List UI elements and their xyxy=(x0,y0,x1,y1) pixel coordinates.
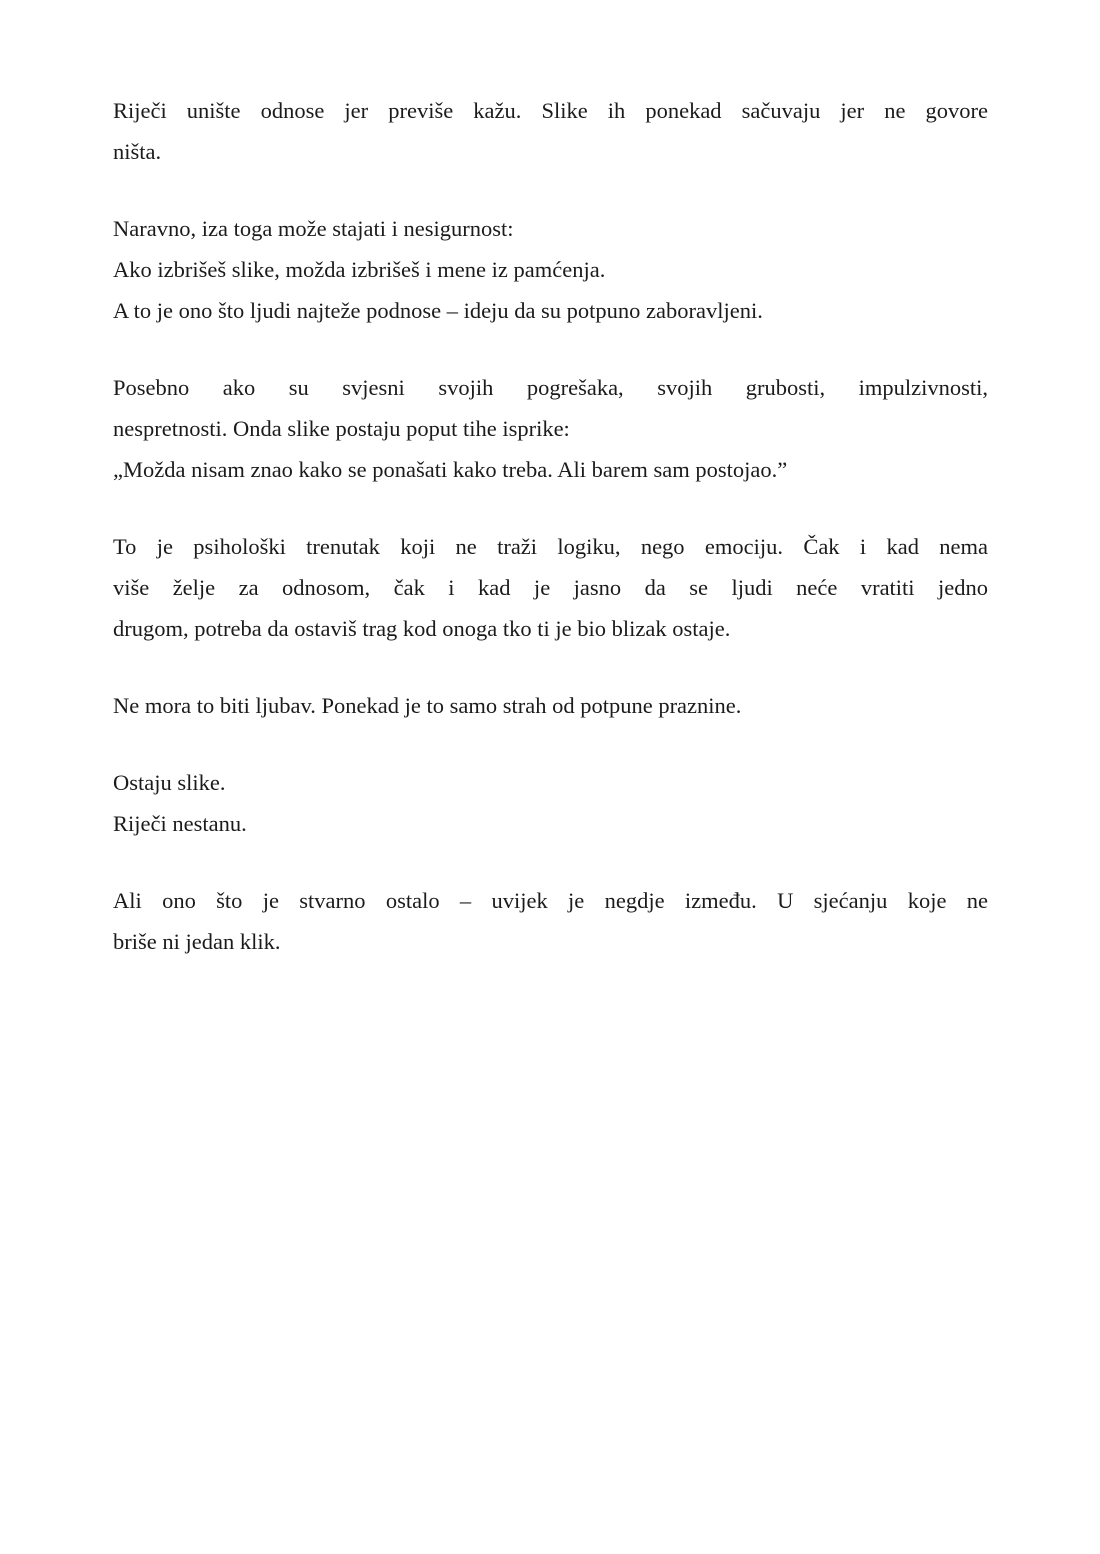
paragraph xyxy=(113,762,988,844)
text-line: Naravno, iza toga može stajati i nesigurnost: xyxy=(113,216,514,241)
text-line: nespretnosti. Onda slike postaju poput tihe isprike: xyxy=(113,416,570,441)
text-line: Ali ono što je stvarno ostalo – uvijek je negdje između. U sjećanju koje ne xyxy=(113,888,988,913)
paragraph xyxy=(113,880,988,962)
text-line: Ne mora to biti ljubav. Ponekad je to samo strah od potpune praznine. xyxy=(113,693,742,718)
text-line: Ako izbrišeš slike, možda izbrišeš i mene iz pamćenja. xyxy=(113,257,606,282)
paragraph xyxy=(113,526,988,649)
text-line: „Možda nisam znao kako se ponašati kako treba. Ali barem sam postojao.” xyxy=(113,457,788,482)
paragraph xyxy=(113,208,988,331)
text-line: briše ni jedan klik. xyxy=(113,929,281,954)
text-line: Riječi nestanu. xyxy=(113,811,247,836)
document-body xyxy=(113,90,988,962)
text-line: više želje za odnosom, čak i kad je jasno da se ljudi neće vratiti jedno xyxy=(113,575,988,600)
text-line: To je psihološki trenutak koji ne traži logiku, nego emociju. Čak i kad nema xyxy=(113,534,988,559)
text-line: ništa. xyxy=(113,139,162,164)
paragraph xyxy=(113,685,988,726)
text-line: A to je ono što ljudi najteže podnose – ideju da su potpuno zaboravljeni. xyxy=(113,298,763,323)
paragraph xyxy=(113,367,988,490)
text-line: Ostaju slike. xyxy=(113,770,226,795)
text-line: drugom, potreba da ostaviš trag kod onoga tko ti je bio blizak ostaje. xyxy=(113,616,731,641)
paragraph xyxy=(113,90,988,172)
text-line: Posebno ako su svjesni svojih pogrešaka, svojih grubosti, impulzivnosti, xyxy=(113,375,988,400)
text-line: Riječi unište odnose jer previše kažu. Slike ih ponekad sačuvaju jer ne govore xyxy=(113,98,988,123)
